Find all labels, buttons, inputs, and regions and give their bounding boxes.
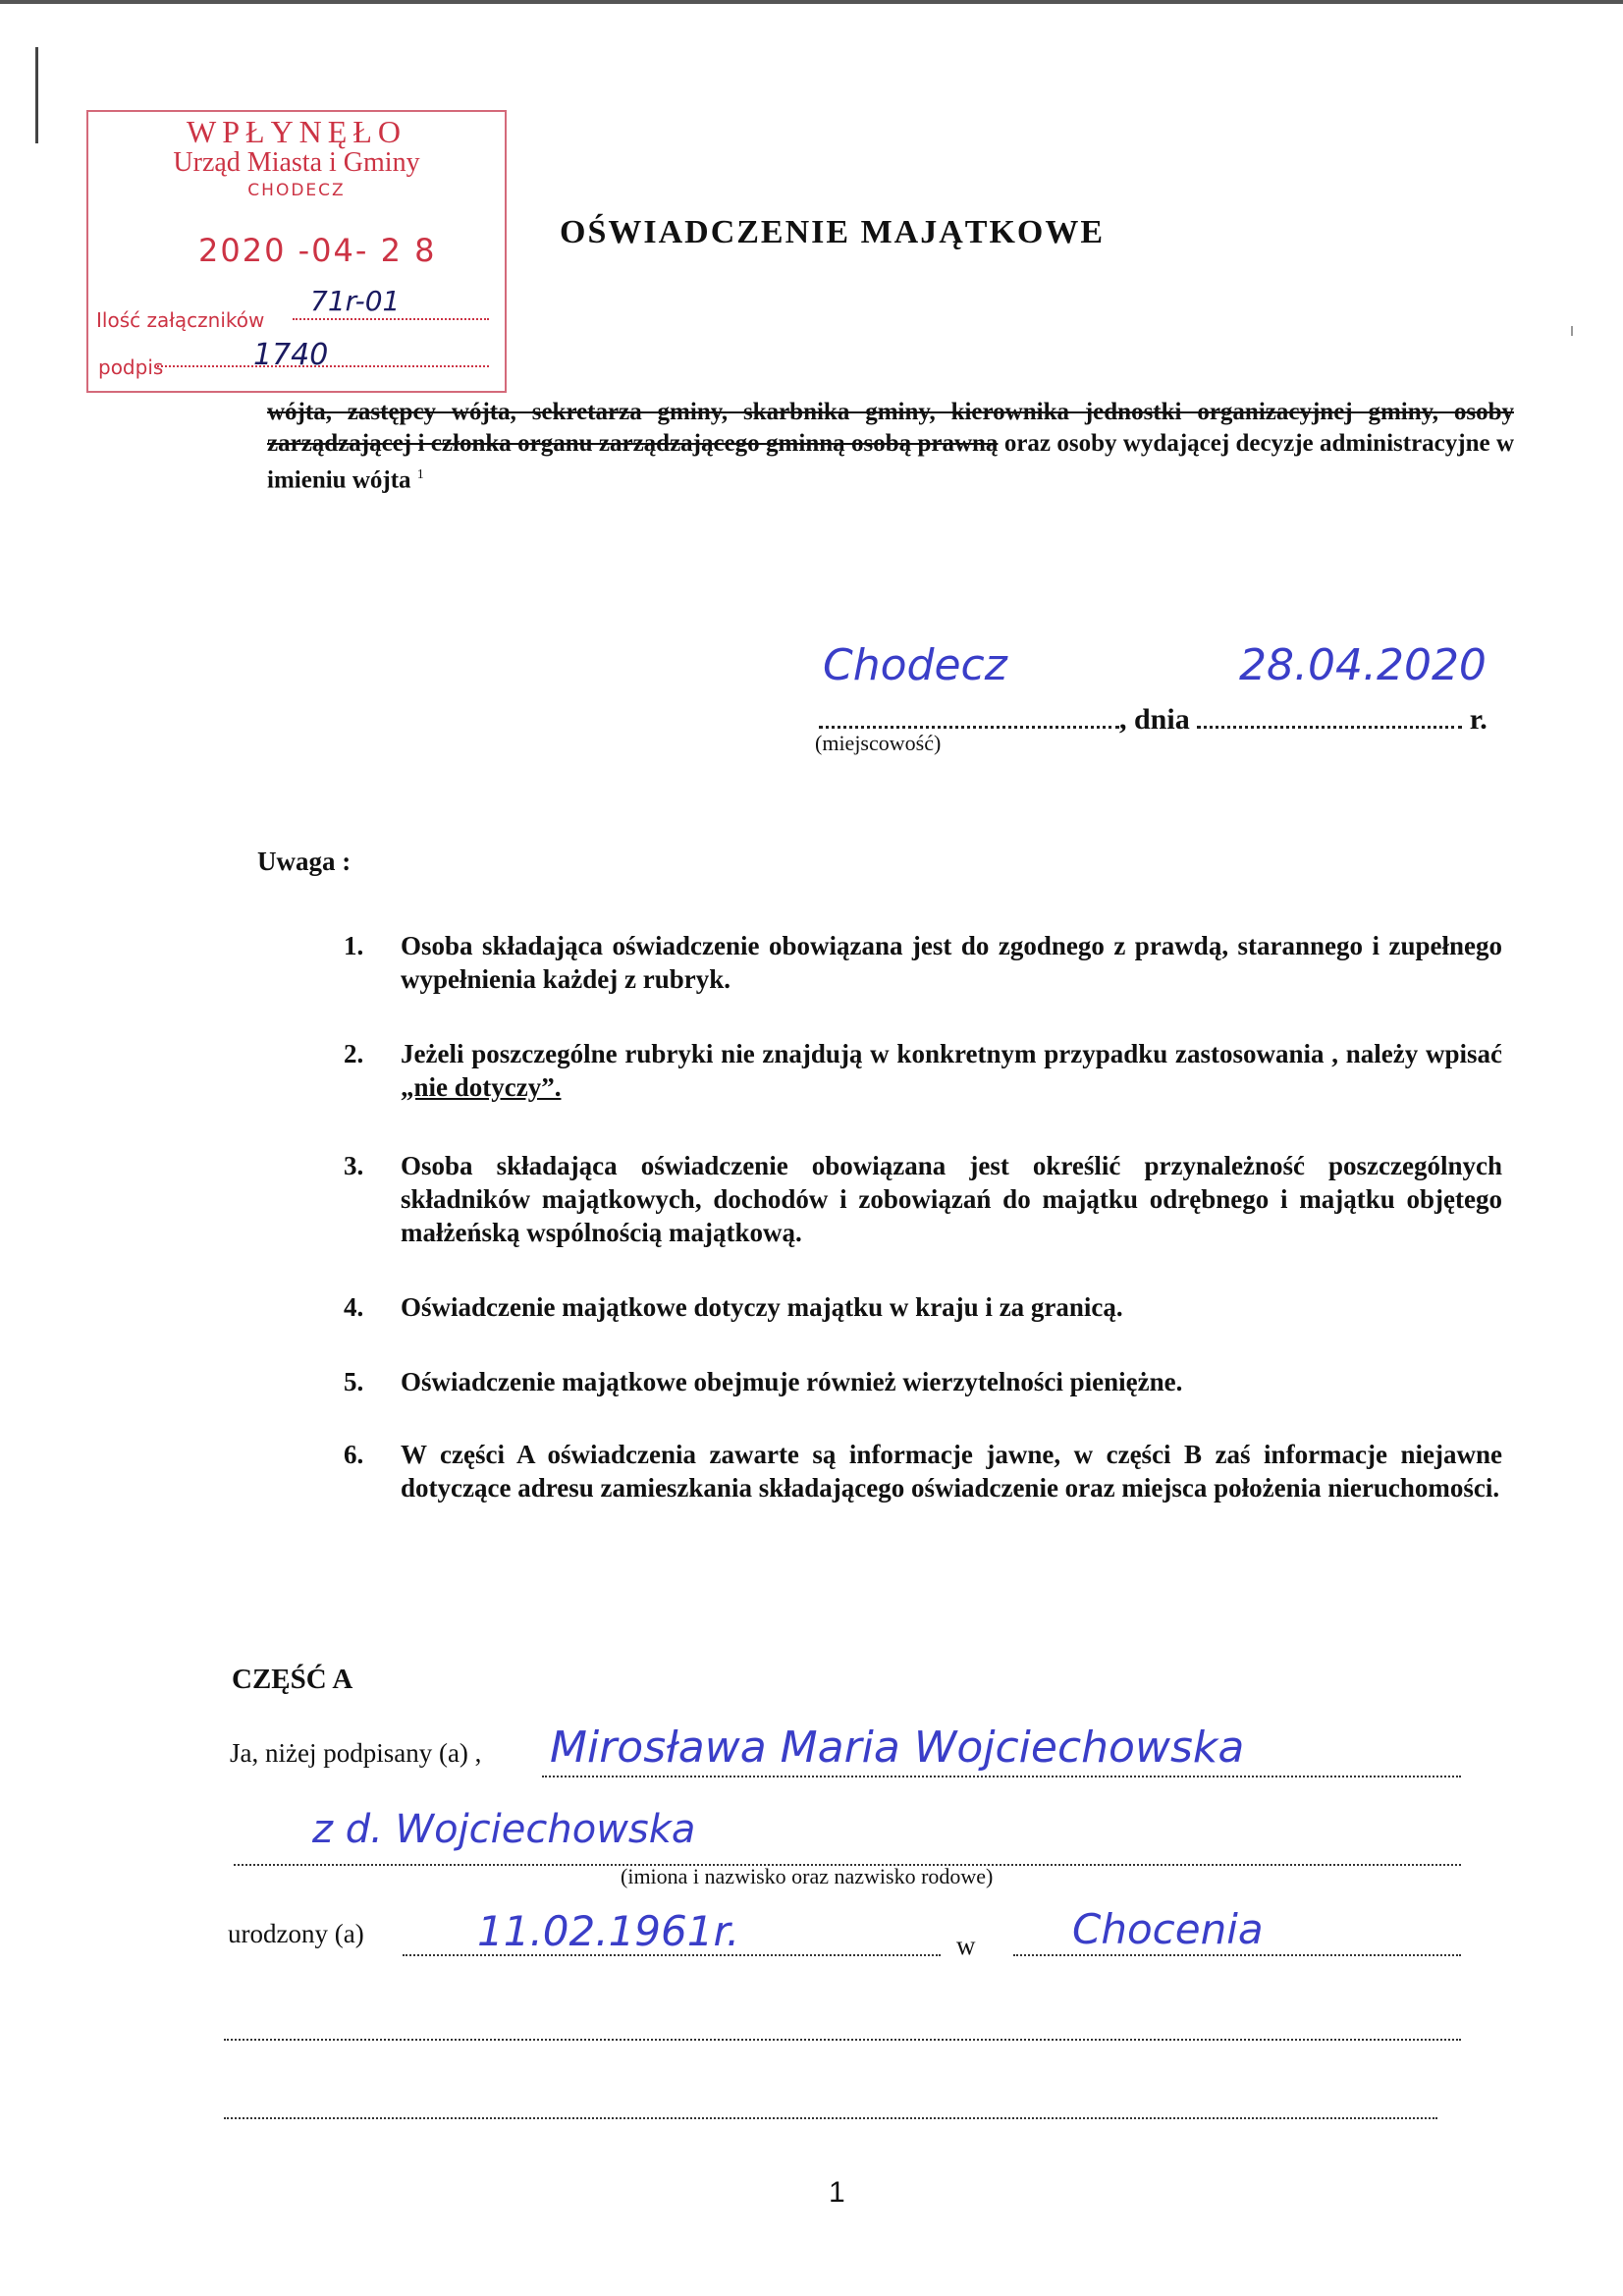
note-item xyxy=(344,929,1502,998)
born-place-dotted-line xyxy=(1013,1954,1461,1956)
stamp-signature-dotted-line xyxy=(157,365,489,367)
retained-scope: oraz osoby wydającej decyzje administracyjne w imieniu wójta xyxy=(267,430,1515,494)
stamp-town: CHODECZ xyxy=(247,181,346,200)
address-dotted-line-1 xyxy=(224,2039,1461,2041)
address-dotted-line-2 xyxy=(224,2117,1437,2119)
stamp-office-name: Urząd Miasta i Gminy xyxy=(173,147,420,178)
note-text: Osoba składająca oświadczenie obowiązana jest do zgodnego z prawdą, starannego i zupełnego wypełnienia każdej z rubryk. xyxy=(401,931,1502,994)
date-label: , dnia xyxy=(1119,703,1190,736)
struck-out-scope: wójta, zastępcy wójta, sekretarza gminy, skarbnika gminy, kierownika jednostki organizacyjnej gminy, osoby zarządzającej i członka organu zarządzającego gminną osobą prawną xyxy=(267,399,1514,457)
note-text: Oświadczenie majątkowe obejmuje również wierzytelności pieniężne. xyxy=(401,1367,1183,1396)
page-top-edge xyxy=(0,0,1623,4)
note-text: Oświadczenie majątkowe dotyczy majątku w kraju i za granicą. xyxy=(401,1292,1123,1322)
place-handwritten[interactable]: Chodecz xyxy=(823,640,1007,690)
stamp-attachments-dotted-line xyxy=(293,318,489,320)
name-dotted-line xyxy=(542,1776,1461,1777)
scan-margin-tick xyxy=(1571,326,1573,336)
note-text: Osoba składająca oświadczenie obowiązana jest określić przynależność poszczególnych składników majątkowych, dochodów i zobowiązań do majątku odrębnego i majątku objętego małżeńską wspólnością majątkową. xyxy=(401,1151,1502,1247)
scan-margin-mark xyxy=(35,47,38,143)
born-label: urodzony (a) xyxy=(228,1919,364,1948)
note-item xyxy=(344,1438,1502,1540)
name-label: Ja, niżej podpisany (a) , xyxy=(230,1738,482,1768)
stamp-received-label: WPŁYNĘŁO xyxy=(187,114,406,149)
note-number: 1. xyxy=(344,931,364,960)
note-number: 4. xyxy=(344,1292,364,1322)
stamp-signature-label: podpis xyxy=(98,355,164,379)
received-stamp xyxy=(86,110,507,393)
stamp-attachments-handwritten: 71r-01 xyxy=(310,285,401,317)
note-item xyxy=(344,1149,1502,1251)
part-a-heading: CZĘŚĆ A xyxy=(232,1664,353,1695)
born-place-handwritten[interactable]: Chocenia xyxy=(1072,1905,1264,1953)
note-text xyxy=(401,1037,1502,1104)
footnote-mark: 1 xyxy=(416,467,424,482)
note-item xyxy=(344,1037,1502,1106)
declarant-scope xyxy=(267,397,1514,496)
year-suffix: r. xyxy=(1469,703,1488,736)
born-date-handwritten[interactable]: 11.02.1961r. xyxy=(477,1907,740,1955)
note-number: 2. xyxy=(344,1039,364,1068)
born-in-label: w xyxy=(956,1931,976,1960)
stamp-date: 2020 -04- 2 8 xyxy=(198,232,437,269)
note-number: 6. xyxy=(344,1440,364,1469)
date-dotted-line xyxy=(1197,720,1462,729)
note-number: 5. xyxy=(344,1367,364,1396)
name-handwritten[interactable]: Mirosława Maria Wojciechowska xyxy=(550,1722,1245,1773)
name-caption: (imiona i nazwisko oraz nazwisko rodowe) xyxy=(621,1864,994,1888)
note-item xyxy=(344,1290,1502,1326)
date-handwritten[interactable]: 28.04.2020 xyxy=(1239,640,1487,690)
place-dotted-line xyxy=(819,720,1119,729)
note-text-main: Jeżeli poszczególne rubryki nie znajdują w konkretnym przypadku zastosowania , należy wpisać xyxy=(401,1039,1502,1068)
note-text: W części A oświadczenia zawarte są informacje jawne, w części B zaś informacje niejawne dotyczące adresu zamieszkania składającego oświadczenie oraz miejsca położenia nieruchomości. xyxy=(401,1440,1502,1503)
stamp-signature-handwritten: 1740 xyxy=(253,338,329,372)
page-number: 1 xyxy=(829,2176,845,2209)
place-caption: (miejscowość) xyxy=(815,731,942,755)
note-item xyxy=(344,1365,1502,1400)
note-underlined-phrase: „nie dotyczy”. xyxy=(401,1072,562,1102)
stamp-attachments-label: Ilość załączników xyxy=(96,308,265,332)
note-number: 3. xyxy=(344,1151,364,1180)
notes-heading: Uwaga : xyxy=(257,847,352,876)
document-title: OŚWIADCZENIE MAJĄTKOWE xyxy=(560,214,1106,250)
maiden-name-handwritten[interactable]: z d. Wojciechowska xyxy=(312,1807,696,1852)
